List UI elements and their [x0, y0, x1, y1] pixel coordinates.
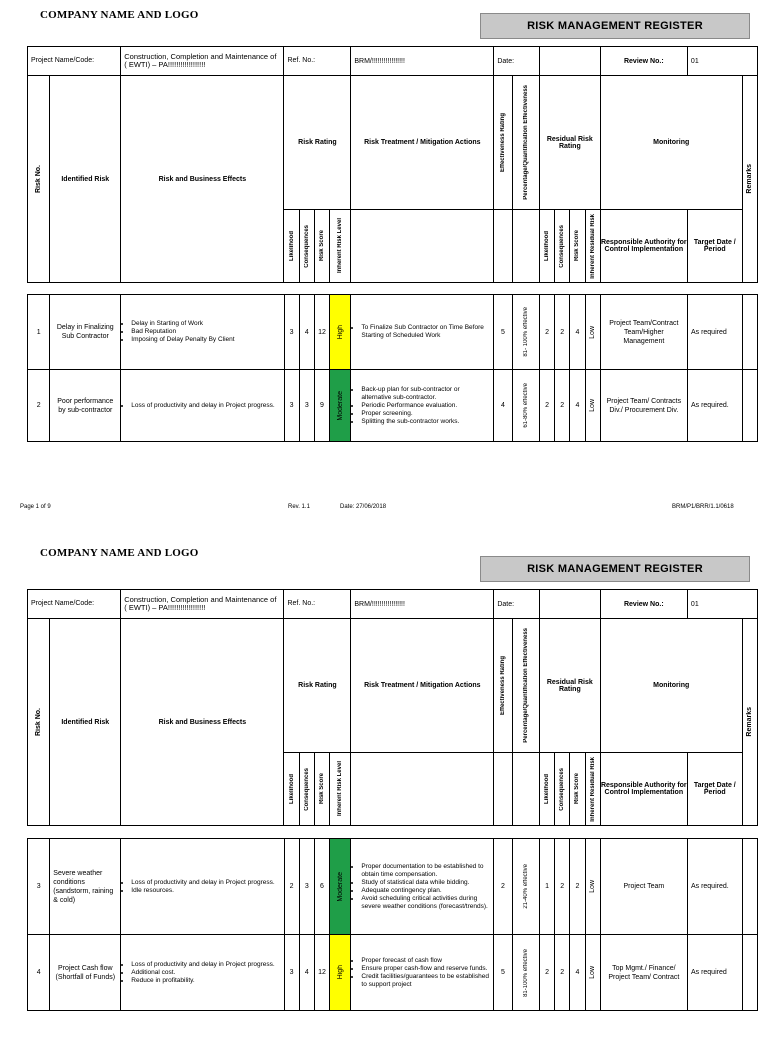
- list-item: • Idle resources.: [131, 887, 281, 895]
- res-level: Low: [585, 839, 600, 935]
- ref-no-value: BRM/!!!!!!!!!!!!!!!!!: [351, 590, 494, 619]
- res-score: 2: [570, 839, 585, 935]
- col-risk-rating: Risk Rating: [284, 76, 351, 210]
- col-res-consequences: Consequences: [555, 210, 570, 283]
- review-no-label: Review No.:: [600, 590, 687, 619]
- res-consequence: 2: [555, 935, 570, 1011]
- col-quantification: Percentage/Quantification Effectiveness: [512, 619, 539, 753]
- list-item: • Bad Reputation: [131, 328, 281, 336]
- remarks: [742, 839, 757, 935]
- table-row: [28, 370, 758, 442]
- risk-no: 4: [28, 935, 50, 1011]
- list-item: • Additional cost.: [131, 969, 281, 977]
- res-likelihood: 2: [539, 295, 554, 370]
- likelihood: 3: [284, 935, 299, 1011]
- list-item: • Loss of productivity and delay in Project progress.: [131, 961, 281, 969]
- col-likelihood: Likelihood: [284, 753, 299, 826]
- remarks: [742, 295, 757, 370]
- blank-cell: [512, 210, 539, 283]
- col-res-consequences: Consequences: [555, 753, 570, 826]
- quantification: 61-80% effective: [512, 370, 539, 442]
- risk-rows-table: [27, 838, 758, 1011]
- target-date: As required.: [687, 839, 742, 935]
- ref-no-value: BRM/!!!!!!!!!!!!!!!!!: [351, 47, 494, 76]
- res-likelihood: 2: [539, 935, 554, 1011]
- inherent-level: Moderate: [330, 370, 351, 442]
- blank-cell: [494, 210, 512, 283]
- risk-no: 3: [28, 839, 50, 935]
- col-inherent-level: Inherent Risk Level: [330, 210, 351, 283]
- effectiveness: 4: [494, 370, 512, 442]
- col-inherent-residual: Inherent Residual Risk: [585, 753, 600, 826]
- res-level: Low: [585, 295, 600, 370]
- identified-risk: Severe weather conditions (sandstorm, raining & cold): [50, 839, 121, 935]
- col-remarks: Remarks: [742, 76, 757, 283]
- quantification: 21-40% effective: [512, 839, 539, 935]
- effectiveness: 2: [494, 839, 512, 935]
- list-item: • Periodic Performance evaluation.: [361, 402, 491, 410]
- register-title: RISK MANAGEMENT REGISTER: [480, 13, 750, 39]
- col-effectiveness: Effectiveness Rating: [494, 76, 512, 210]
- effectiveness: 5: [494, 935, 512, 1011]
- col-inherent-residual: Inherent Residual Risk: [585, 210, 600, 283]
- col-business-effects: Risk and Business Effects: [121, 76, 284, 283]
- consequence: 4: [299, 295, 314, 370]
- list-item: • Splitting the sub-contractor works.: [361, 418, 491, 426]
- list-item: • Credit facilities/guarantees to be established to support project: [361, 973, 491, 989]
- list-item: • Loss of productivity and delay in Project progress.: [131, 879, 281, 887]
- quantification: 81- 100% effective: [512, 295, 539, 370]
- consequence: 4: [299, 935, 314, 1011]
- table-row: [28, 295, 758, 370]
- col-identified-risk: Identified Risk: [50, 76, 121, 283]
- col-res-risk-score: Risk Score: [570, 210, 585, 283]
- col-effectiveness: Effectiveness Rating: [494, 619, 512, 753]
- responsible: Project Team/ Contracts Div./ Procurement Div.: [600, 370, 687, 442]
- col-risk-rating: Risk Rating: [284, 619, 351, 753]
- list-item: • Delay in Starting of Work: [131, 320, 281, 328]
- res-likelihood: 1: [539, 839, 554, 935]
- footer-code: BRM/P1/BRR/1.1/0618: [672, 504, 734, 510]
- project-name-value: Construction, Completion and Maintenance of ( EWTI) – PA!!!!!!!!!!!!!!!!!!: [121, 47, 284, 76]
- likelihood: 3: [284, 295, 299, 370]
- res-score: 4: [570, 935, 585, 1011]
- register-header-table: [27, 46, 758, 283]
- list-item: • Reduce in profitability.: [131, 977, 281, 985]
- project-name-label: Project Name/Code:: [28, 590, 121, 619]
- blank-cell: [494, 753, 512, 826]
- review-no-value: 01: [687, 47, 757, 76]
- col-risk-no: Risk No.: [28, 76, 50, 283]
- res-level: Low: [585, 935, 600, 1011]
- col-risk-score: Risk Score: [314, 753, 329, 826]
- business-effects: [121, 370, 284, 442]
- business-effects: [121, 295, 284, 370]
- list-item: • Proper screening.: [361, 410, 491, 418]
- list-item: • Back-up plan for sub-contractor or alternative sub-contractor.: [361, 386, 491, 402]
- res-likelihood: 2: [539, 370, 554, 442]
- col-target-date: Target Date / Period: [687, 210, 742, 283]
- blank-cell: [512, 753, 539, 826]
- col-consequences: Consequences: [299, 210, 314, 283]
- col-res-likelihood: Likelihood: [539, 753, 554, 826]
- responsible: Project Team/Contract Team/Higher Management: [600, 295, 687, 370]
- treatment: [351, 839, 494, 935]
- treatment: [351, 295, 494, 370]
- blank-cell: [351, 753, 494, 826]
- page-1: [0, 0, 768, 512]
- business-effects: [121, 935, 284, 1011]
- col-risk-score: Risk Score: [314, 210, 329, 283]
- likelihood: 3: [284, 370, 299, 442]
- risk-score: 12: [314, 935, 329, 1011]
- list-item: • Study of statistical data while bidding.: [361, 879, 491, 887]
- project-name-value: Construction, Completion and Maintenance of ( EWTI) – PA!!!!!!!!!!!!!!!!!!: [121, 590, 284, 619]
- col-res-risk-score: Risk Score: [570, 753, 585, 826]
- review-no-label: Review No.:: [600, 47, 687, 76]
- list-item: • Proper documentation to be established to obtain time compensation.: [361, 863, 491, 879]
- col-residual: Residual Risk Rating: [539, 76, 600, 210]
- register-title: RISK MANAGEMENT REGISTER: [480, 556, 750, 582]
- consequence: 3: [299, 839, 314, 935]
- target-date: As required: [687, 295, 742, 370]
- identified-risk: Project Cash flow (Shortfall of Funds): [50, 935, 121, 1011]
- col-quantification: Percentage/Quantification Effectiveness: [512, 76, 539, 210]
- risk-rows-table: [27, 294, 758, 442]
- list-item: • Ensure proper cash-flow and reserve funds.: [361, 965, 491, 973]
- ref-no-label: Ref. No.:: [284, 590, 351, 619]
- remarks: [742, 370, 757, 442]
- company-name-logo: COMPANY NAME AND LOGO: [40, 547, 199, 559]
- project-name-label: Project Name/Code:: [28, 47, 121, 76]
- risk-no: 1: [28, 295, 50, 370]
- col-business-effects: Risk and Business Effects: [121, 619, 284, 826]
- col-inherent-level: Inherent Risk Level: [330, 753, 351, 826]
- list-item: • Avoid scheduling critical activities during severe weather conditions (forecast/trends).: [361, 895, 491, 911]
- responsible: Top Mgmt./ Finance/ Project Team/ Contract: [600, 935, 687, 1011]
- date-label: Date:: [494, 47, 540, 76]
- col-target-date: Target Date / Period: [687, 753, 742, 826]
- date-value: [539, 47, 600, 76]
- col-remarks: Remarks: [742, 619, 757, 826]
- col-consequences: Consequences: [299, 753, 314, 826]
- risk-score: 12: [314, 295, 329, 370]
- company-name-logo: COMPANY NAME AND LOGO: [40, 9, 199, 21]
- treatment: [351, 370, 494, 442]
- col-responsible: Responsible Authority for Control Implementation: [600, 753, 687, 826]
- register-header-table: [27, 589, 758, 826]
- col-likelihood: Likelihood: [284, 210, 299, 283]
- col-risk-no: Risk No.: [28, 619, 50, 826]
- col-residual: Residual Risk Rating: [539, 619, 600, 753]
- blank-cell: [351, 210, 494, 283]
- res-consequence: 2: [555, 295, 570, 370]
- col-monitoring: Monitoring: [600, 76, 742, 210]
- remarks: [742, 935, 757, 1011]
- footer-rev: Rev. 1.1: [288, 504, 310, 510]
- quantification: 81-100% effective: [512, 935, 539, 1011]
- res-consequence: 2: [555, 370, 570, 442]
- list-item: • To Finalize Sub Contractor on Time Before Starting of Scheduled Work: [361, 324, 491, 340]
- identified-risk: Poor performance by sub-contractor: [50, 370, 121, 442]
- list-item: • Adequate contingency plan.: [361, 887, 491, 895]
- page-2: [0, 538, 768, 1050]
- responsible: Project Team: [600, 839, 687, 935]
- col-treatment: Risk Treatment / Mitigation Actions: [351, 76, 494, 210]
- list-item: • Loss of productivity and delay in Project progress.: [131, 402, 281, 410]
- identified-risk: Delay in Finalizing Sub Contractor: [50, 295, 121, 370]
- inherent-level: Moderate: [330, 839, 351, 935]
- risk-no: 2: [28, 370, 50, 442]
- res-consequence: 2: [555, 839, 570, 935]
- col-monitoring: Monitoring: [600, 619, 742, 753]
- date-value: [539, 590, 600, 619]
- col-responsible: Responsible Authority for Control Implementation: [600, 210, 687, 283]
- date-label: Date:: [494, 590, 540, 619]
- col-res-likelihood: Likelihood: [539, 210, 554, 283]
- res-score: 4: [570, 295, 585, 370]
- inherent-level: High: [330, 935, 351, 1011]
- target-date: As required: [687, 935, 742, 1011]
- treatment: [351, 935, 494, 1011]
- business-effects: [121, 839, 284, 935]
- list-item: • Imposing of Delay Penalty By Client: [131, 336, 281, 344]
- res-level: Low: [585, 370, 600, 442]
- ref-no-label: Ref. No.:: [284, 47, 351, 76]
- footer-page: Page 1 of 9: [20, 504, 51, 510]
- likelihood: 2: [284, 839, 299, 935]
- list-item: • Proper forecast of cash flow: [361, 957, 491, 965]
- target-date: As required.: [687, 370, 742, 442]
- col-treatment: Risk Treatment / Mitigation Actions: [351, 619, 494, 753]
- risk-score: 6: [314, 839, 329, 935]
- effectiveness: 5: [494, 295, 512, 370]
- review-no-value: 01: [687, 590, 757, 619]
- inherent-level: High: [330, 295, 351, 370]
- risk-score: 9: [314, 370, 329, 442]
- col-identified-risk: Identified Risk: [50, 619, 121, 826]
- table-row: [28, 935, 758, 1011]
- res-score: 4: [570, 370, 585, 442]
- footer-date: Date: 27/06/2018: [340, 504, 387, 510]
- table-row: [28, 839, 758, 935]
- consequence: 3: [299, 370, 314, 442]
